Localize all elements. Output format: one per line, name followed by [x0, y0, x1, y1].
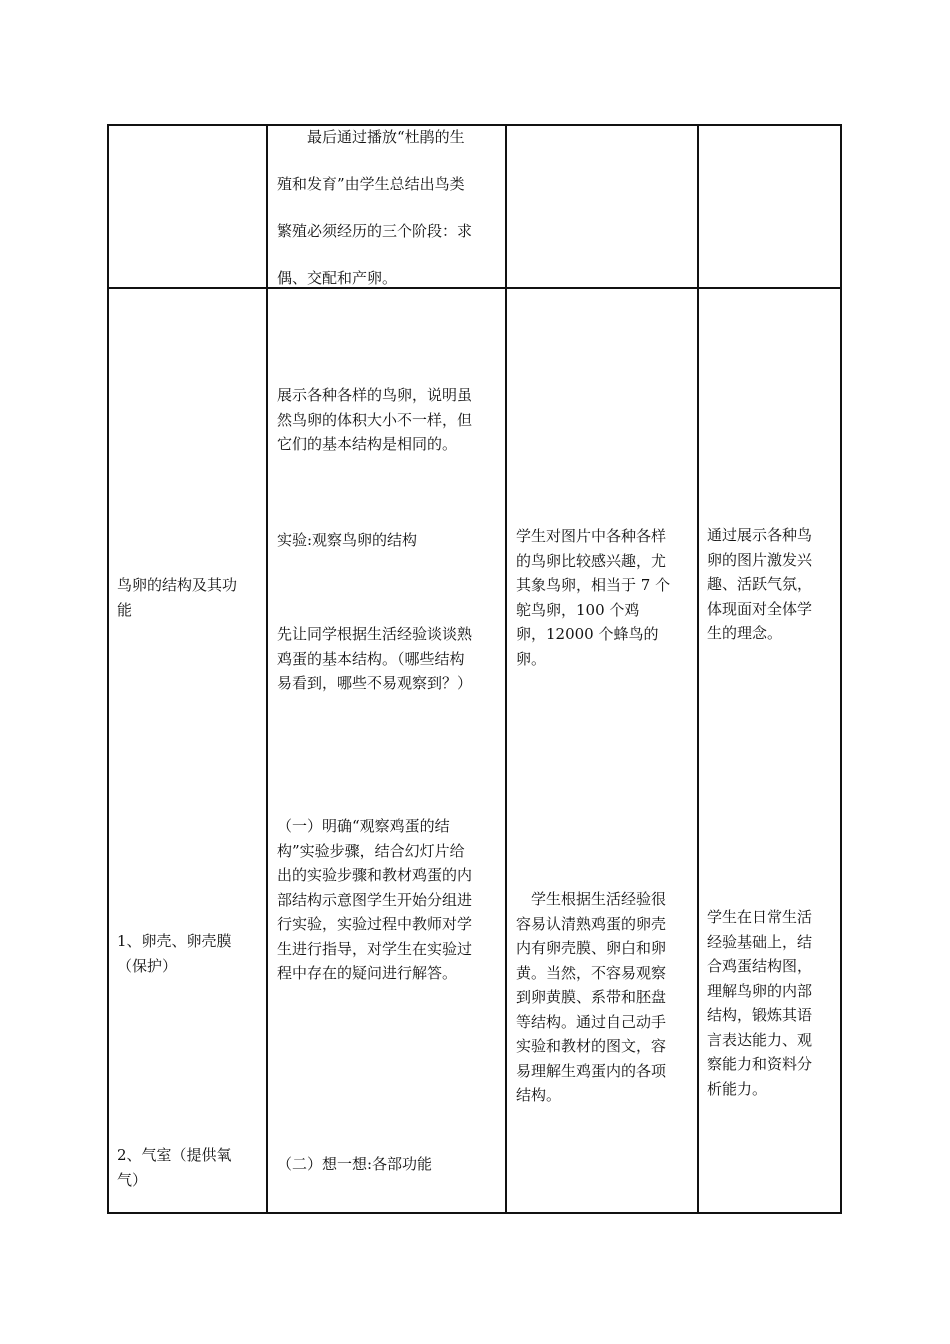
student-activity-observe: 学生根据生活经验很 容易认清熟鸡蛋的卵壳 内有卵壳膜、卵白和卵 黄。当然，不容易观察 到卵黄膜、系带和胚盘 等结构。通过自己动手 实验和教材的图文，容 易理解生鸡蛋内的各项 结构。	[516, 890, 667, 1104]
teacher-activity-think: （二）想一想:各部功能	[277, 1155, 433, 1173]
lesson-plan-table	[107, 124, 842, 1214]
structure-item-air-cell: 2、气室（提供氧 气）	[117, 1146, 232, 1189]
teacher-activity-discussion: 先让同学根据生活经验谈谈熟 鸡蛋的基本结构。（哪些结构 易看到，哪些不易观察到？）	[277, 625, 473, 692]
student-activity-interest: 学生对图片中各种各样 的鸟卵比较感兴趣，尤 其象鸟卵，相当于 7 个 鸵鸟卵，100 个鸡 卵，12000 个蜂鸟的 卵。	[516, 527, 671, 668]
table-border-bottom	[107, 1212, 842, 1214]
teacher-activity-experiment-steps: （一）明确“观察鸡蛋的结 构”实验步骤，结合幻灯片给 出的实验步骤和教材鸡蛋的内 部结构示意图学生开始分组进 行实验，实验过程中教师对学 生进行指导，对学生在实验过 程中存在的疑问进行解答。	[277, 817, 473, 982]
design-intent-1: 通过展示各种鸟 卵的图片激发兴 趣、活跃气氛， 体现面对全体学 生的理念。	[707, 526, 813, 642]
row1-teacher-activity: 最后通过播放“杜鹃的生 殖和发育”由学生总结出鸟类 繁殖必须经历的三个阶段：求 偶、交配和产卵。	[277, 128, 473, 287]
teacher-activity-experiment-title: 实验:观察鸟卵的结构	[277, 531, 418, 549]
design-intent-2: 学生在日常生活 经验基础上，结 合鸡蛋结构图， 理解鸟卵的内部 结构，锻炼其语 言表达能力、观 察能力和资料分 析能力。	[707, 908, 813, 1098]
structure-item-eggshell: 1、卵壳、卵壳膜 （保护）	[117, 932, 232, 975]
section-title: 鸟卵的结构及其功 能	[117, 576, 238, 619]
teacher-activity-display-eggs: 展示各种各样的鸟卵，说明虽 然鸟卵的体积大小不一样，但 它们的基本结构是相同的。	[277, 386, 473, 453]
